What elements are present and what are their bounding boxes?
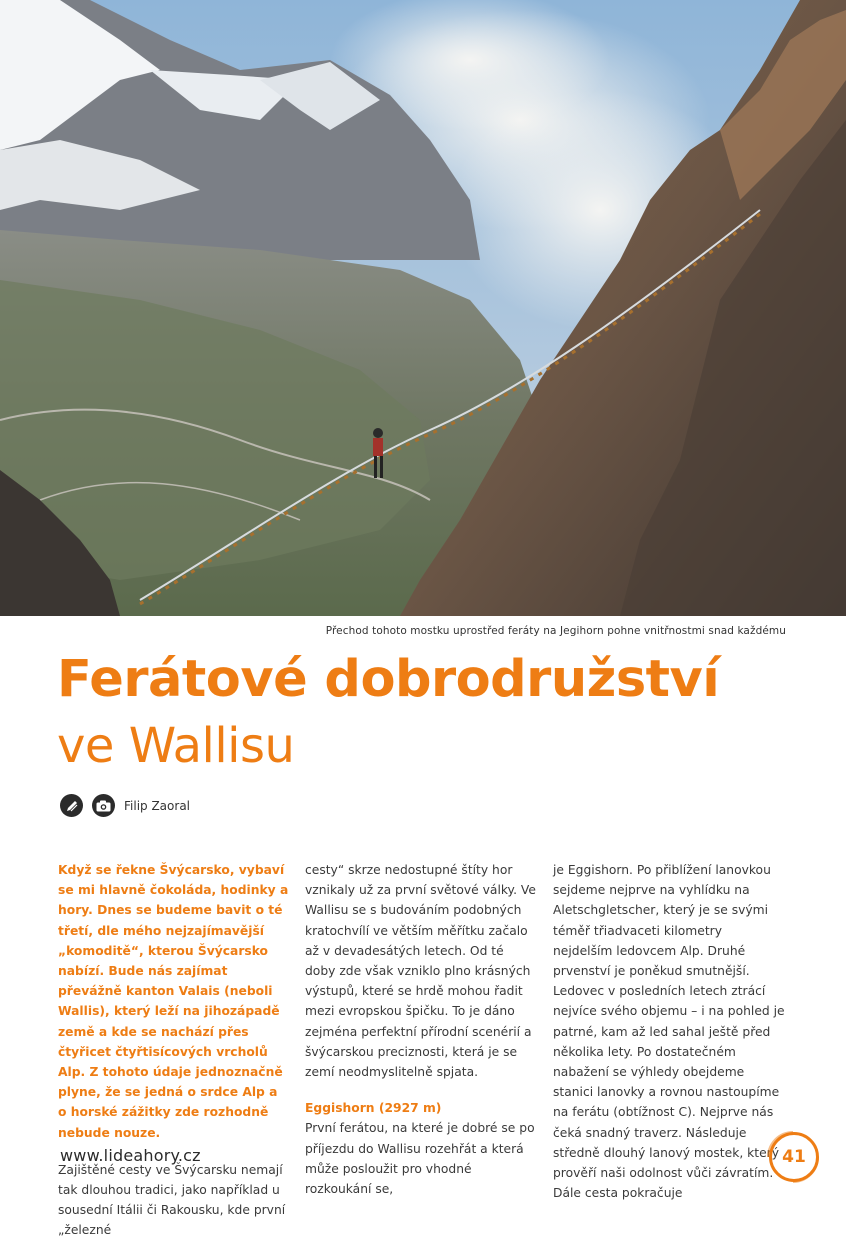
body-paragraph: Zajištěné cesty ve Švýcarsku nemají tak dlouhou tradici, jako například u sousední Itálii či Rakousku, kde první „železné [58,1162,286,1238]
pen-icon [60,794,83,817]
body-paragraph: cesty“ skrze nedostupné štíty hor vznikaly už za první světové války. Ve Wallisu se s budováním podobných kratochvílí ve větším měřítku začalo až v devadesátých letech. Od té doby zde však vzniklo plno krásných výstupů, které se hrdě mohou řadit mezi evropskou špičku. To je dáno zejména perfektní přírodní scenérií a švýcarskou preciznosti, která je se zemí neodmyslitelně spjata. [305,863,536,1080]
footer-url[interactable]: www.lideahory.cz [60,1146,201,1165]
mountain-landscape-image [0,0,846,616]
photo-caption: Přechod tohoto mostku uprostřed feráty na Jegihorn pohne vnitřnostmi snad každému [325,625,786,637]
article-title: Ferátové dobrodružství [57,650,720,709]
camera-icon [92,794,115,817]
text-column-1 [58,860,290,1241]
body-paragraph: je Eggishorn. Po přiblížení lanovkou sejdeme nejprve na vyhlídku na Aletschgletscher, který je se svými téměř třiadvaceti kilometry nejdelším ledovcem Alp. Druhé prvenství je poněkud smutnější. Ledovec v posledních letech ztrácí nejvíce svého objemu – i na pohled je patrné, kam až led sahal ještě před několika lety. Po dostatečném nabažení se výhledy obejdeme stanici lanovky a rovnou nastoupíme na ferátu (obtížnost C). Nejprve nás čeká snadný traverz. Následuje středně dlouhý lanový mostek, který prověří naši odolnost vůči závratím. Dále cesta pokračuje [553,863,785,1201]
section-heading: Eggishorn (2927 m) [305,1101,442,1116]
hero-photo [0,0,846,616]
text-column-2 [305,860,537,1199]
text-column-3 [553,860,785,1203]
body-paragraph: První ferátou, na které je dobré se po příjezdu do Wallisu rozehřát a která může posloužit pro vhodné rozkoukání se, [305,1121,535,1197]
page-number: 41 [769,1132,819,1182]
article-credits [60,794,190,817]
author-name: Filip Zaoral [124,798,190,813]
article-subtitle: ve Wallisu [57,718,295,774]
lead-paragraph: Když se řekne Švýcarsko, vybaví se mi hlavně čokoláda, hodinky a hory. Dnes se budeme bavit o té třetí, dle mého nejzajímavější „komoditě“, kterou Švýcarsko nabízí. Bude nás zajímat převážně kanton Valais (neboli Wallis), který leží na jihozápadě země a kde se nachází přes čtyřicet čtyřtisícových vrcholů Alp. Z tohoto údaje jednoznačně plyne, že se jedná o srdce Alp a o horské zážitky zde rozhodně nebude nouze. [58,863,289,1140]
